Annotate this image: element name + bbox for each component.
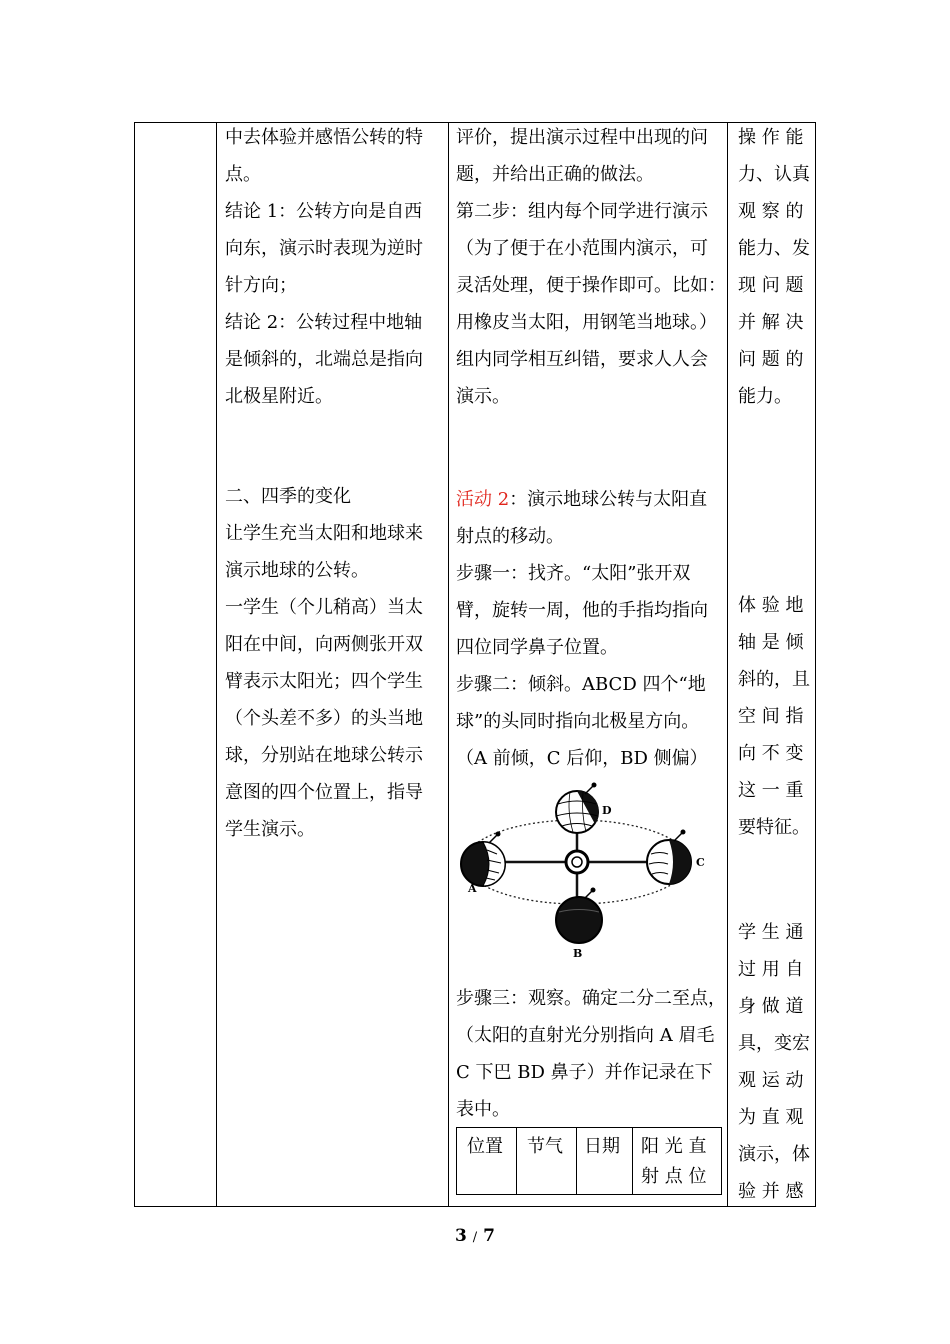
col4-line: 观 察 的 [738, 201, 804, 222]
col3-step3-text [456, 980, 726, 1128]
col4-mid-text [738, 587, 814, 846]
col3-line: 组内同学相互纠错，要求人人会 [456, 349, 708, 370]
page-current: 3 [455, 1226, 467, 1246]
page-total: 7 [483, 1226, 495, 1246]
col4-line: 向 不 变 [738, 743, 804, 764]
col2-line: 学生演示。 [225, 819, 315, 840]
record-table-divider [516, 1128, 517, 1194]
table-header-direct-point: 阳 光 直 [641, 1136, 707, 1157]
col4-line: 为 直 观 [738, 1107, 804, 1128]
col4-line: 并 解 决 [738, 312, 804, 333]
col2-line: 是倾斜的，北端总是指向 [225, 349, 423, 370]
label-b: B [573, 947, 583, 960]
col4-line: 问 题 的 [738, 349, 804, 370]
col4-top-text [738, 119, 814, 415]
table-header-direct-point-cont: 射 点 位 [641, 1166, 707, 1187]
table-header-position: 位置 [467, 1136, 503, 1157]
table-header-date: 日期 [584, 1136, 620, 1157]
col2-bottom-text [225, 478, 447, 848]
col3-top-text [456, 119, 726, 415]
label-c: C [696, 856, 705, 869]
record-table-divider [632, 1128, 633, 1194]
table-col-line-3 [448, 122, 449, 1207]
col2-line: 球，分别站在地球公转示 [225, 745, 423, 766]
earth-c-icon [647, 830, 691, 885]
table-col-line-1 [134, 122, 135, 1207]
col4-line: 演示，体 [738, 1144, 810, 1165]
col4-line: 身 做 道 [738, 996, 804, 1017]
label-d: D [602, 804, 612, 817]
col3-line: （太阳的直射光分别指向 A 眉毛 [456, 1025, 715, 1046]
col3-line: 步骤一：找齐。“太阳”张开双 [456, 563, 691, 584]
col4-line: 验 并 感 [738, 1181, 804, 1202]
col4-line: 空 间 指 [738, 706, 804, 727]
earth-orbit-diagram [455, 780, 725, 960]
col2-line: 臂表示太阳光；四个学生 [225, 671, 423, 692]
table-header-solar-term: 节气 [527, 1136, 563, 1157]
col4-line: 观 运 动 [738, 1070, 804, 1091]
col4-line: 现 问 题 [738, 275, 804, 296]
activity-label: 活动 2 [456, 489, 510, 510]
col3-line: 步骤二：倾斜。ABCD 四个“地 [456, 674, 706, 695]
col4-line: 力、认真 [738, 164, 810, 185]
record-table [456, 1127, 722, 1195]
col2-line: 点。 [225, 164, 261, 185]
col2-line: 结论 2：公转过程中地轴 [225, 312, 423, 333]
col3-line: 四位同学鼻子位置。 [456, 637, 618, 658]
page-separator: / [472, 1230, 478, 1245]
col3-line: 臂，旋转一周，他的手指均指向 [456, 600, 708, 621]
col4-line: 要特征。 [738, 817, 810, 838]
col4-line: 这 一 重 [738, 780, 804, 801]
col3-line: 用橡皮当太阳，用钢笔当地球。） [456, 312, 717, 333]
record-table-divider [576, 1128, 577, 1194]
col2-line: 针方向； [225, 275, 297, 296]
col2-line: 一学生（个儿稍高）当太 [225, 597, 423, 618]
col3-line: （A 前倾，C 后仰，BD 侧偏） [456, 748, 708, 769]
col3-line: 第二步：组内每个同学进行演示 [456, 201, 708, 222]
earth-d-icon [556, 783, 599, 834]
col4-line: 能力。 [738, 386, 792, 407]
col4-line: 操 作 能 [738, 127, 804, 148]
col2-line: 阳在中间，向两侧张开双 [225, 634, 423, 655]
table-col-line-2 [216, 122, 217, 1207]
col4-line: 体 验 地 [738, 595, 804, 616]
col2-line: 意图的四个位置上，指导 [225, 782, 423, 803]
col4-line: 能力、发 [738, 238, 810, 259]
page-number [0, 1226, 950, 1246]
col2-line: （个头差不多）的头当地 [225, 708, 423, 729]
earth-b-icon [556, 888, 602, 944]
col2-line: 让学生充当太阳和地球来 [225, 523, 423, 544]
activity-title: ：演示地球公转与太阳直 [509, 489, 708, 510]
col4-line: 过 用 自 [738, 959, 804, 980]
activity-line [456, 481, 726, 518]
col2-line: 北极星附近。 [225, 386, 333, 407]
col2-line: 向东，演示时表现为逆时 [225, 238, 423, 259]
col3-activity-text [456, 481, 726, 777]
col4-line: 轴 是 倾 [738, 632, 804, 653]
col2-line: 演示地球的公转。 [225, 560, 369, 581]
col2-line: 中去体验并感悟公转的特 [225, 127, 423, 148]
col2-top-text [225, 119, 447, 415]
col4-line: 学 生 通 [738, 922, 804, 943]
label-a: A [468, 882, 477, 895]
col4-bottom-text [738, 914, 814, 1210]
col3-line: 灵活处理，便于操作即可。比如： [456, 275, 726, 296]
col2-line: 结论 1：公转方向是自西 [225, 201, 423, 222]
col3-line: 题，并给出正确的做法。 [456, 164, 654, 185]
col3-line: 步骤三：观察。确定二分二至点， [456, 988, 726, 1009]
col3-line: 球”的头同时指向北极星方向。 [456, 711, 700, 732]
table-bottom-border [134, 1206, 816, 1207]
col4-line: 具，变宏 [738, 1033, 810, 1054]
col3-line: （为了便于在小范围内演示，可 [456, 238, 708, 259]
col3-line: 评价，提出演示过程中出现的问 [456, 127, 708, 148]
col3-line: C 下巴 BD 鼻子）并作记录在下 [456, 1062, 713, 1083]
table-col-line-5 [815, 122, 816, 1207]
col3-line: 表中。 [456, 1099, 510, 1120]
col3-line: 演示。 [456, 386, 510, 407]
table-col-line-4 [727, 122, 728, 1207]
col4-line: 斜的，且 [738, 669, 810, 690]
section-heading: 二、四季的变化 [225, 486, 351, 507]
col3-line: 射点的移动。 [456, 526, 564, 547]
